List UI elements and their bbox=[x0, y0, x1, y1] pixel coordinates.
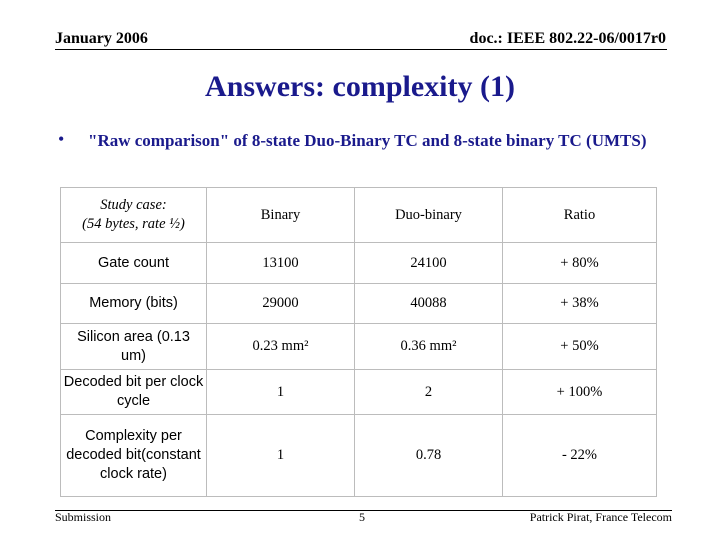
row-label: Silicon area (0.13 um) bbox=[61, 324, 207, 370]
slide-title: Answers: complexity (1) bbox=[205, 70, 515, 103]
table-row bbox=[61, 370, 657, 415]
duobinary-value: 0.36 mm² bbox=[355, 324, 503, 370]
row-label: Gate count bbox=[61, 243, 207, 284]
row-label: Complexity per decoded bit(constant clock rate) bbox=[61, 415, 207, 497]
ratio-value: + 38% bbox=[503, 284, 657, 324]
ratio-value: + 80% bbox=[503, 243, 657, 284]
footer-submission: Submission bbox=[55, 510, 112, 524]
table-header-row bbox=[61, 188, 657, 243]
table-row bbox=[61, 284, 657, 324]
row-label: Decoded bit per clock cycle bbox=[61, 370, 207, 415]
binary-value: 13100 bbox=[207, 243, 355, 284]
study-case-line1: Study case: bbox=[100, 197, 167, 213]
table-row bbox=[61, 415, 657, 497]
row-label: Memory (bits) bbox=[61, 284, 207, 324]
duobinary-value: 24100 bbox=[355, 243, 503, 284]
study-case-cell bbox=[61, 188, 207, 243]
binary-value: 1 bbox=[207, 370, 355, 415]
table-row bbox=[61, 243, 657, 284]
duobinary-value: 0.78 bbox=[355, 415, 503, 497]
header-doc-id: doc.: IEEE 802.22-06/0017r0 bbox=[469, 30, 666, 47]
duobinary-value: 2 bbox=[355, 370, 503, 415]
binary-value: 0.23 mm² bbox=[207, 324, 355, 370]
ratio-value: - 22% bbox=[503, 415, 657, 497]
ratio-value: + 50% bbox=[503, 324, 657, 370]
column-header-binary: Binary bbox=[207, 188, 355, 243]
ratio-value: + 100% bbox=[503, 370, 657, 415]
column-header-duobinary: Duo-binary bbox=[355, 188, 503, 243]
column-header-ratio: Ratio bbox=[503, 188, 657, 243]
duobinary-value: 40088 bbox=[355, 284, 503, 324]
header-rule bbox=[55, 49, 667, 50]
table-row bbox=[61, 324, 657, 370]
comparison-table bbox=[60, 187, 657, 497]
page-number: 5 bbox=[359, 510, 365, 524]
bullet-text: "Raw comparison" of 8-state Duo-Binary TC and 8-state binary TC (UMTS) bbox=[88, 131, 647, 150]
header-date: January 2006 bbox=[55, 30, 148, 47]
binary-value: 1 bbox=[207, 415, 355, 497]
footer-author: Patrick Pirat, France Telecom bbox=[529, 510, 672, 524]
study-case-line2: (54 bytes, rate ½) bbox=[82, 216, 185, 232]
bullet-marker: • bbox=[58, 129, 65, 149]
binary-value: 29000 bbox=[207, 284, 355, 324]
